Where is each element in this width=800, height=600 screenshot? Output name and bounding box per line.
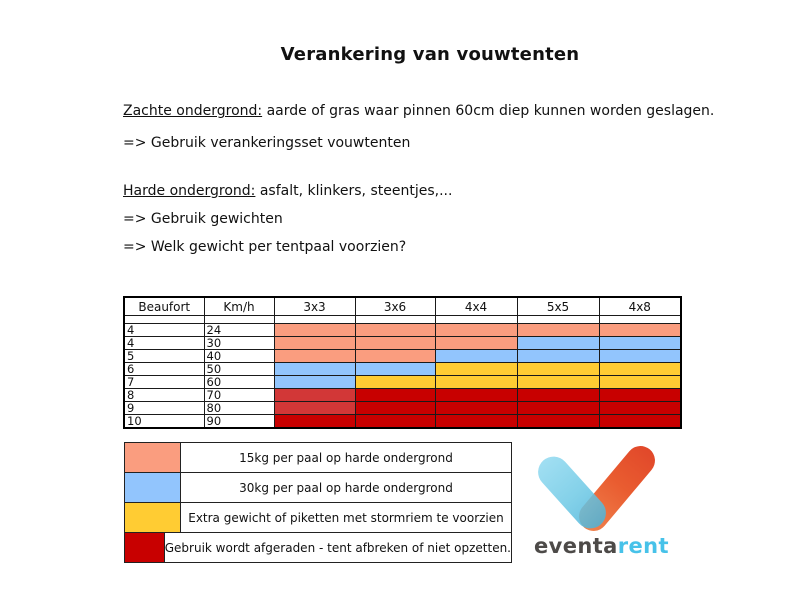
- spacer-cell: [517, 316, 599, 324]
- spacer-cell: [124, 316, 204, 324]
- spacer-row: [124, 316, 681, 324]
- risk-cell-yellow: [517, 376, 599, 389]
- kmh-value: 90: [204, 415, 274, 429]
- risk-cell-salmon: [274, 337, 355, 350]
- eventarent-logo: [530, 430, 710, 575]
- beaufort-value: 5: [124, 350, 204, 363]
- logo-wordmark: [534, 534, 669, 558]
- risk-cell-salmon: [599, 324, 681, 337]
- legend-row: [125, 473, 511, 503]
- column-header: 3x6: [355, 297, 435, 316]
- spacer-cell: [355, 316, 435, 324]
- risk-cell-salmon: [274, 324, 355, 337]
- risk-cell-red_light: [274, 389, 355, 402]
- legend-row: [125, 533, 511, 562]
- wind-table-row: [124, 415, 681, 429]
- risk-cell-red: [517, 415, 599, 429]
- risk-cell-salmon: [355, 337, 435, 350]
- column-header: 3x3: [274, 297, 355, 316]
- risk-cell-yellow: [355, 376, 435, 389]
- hard-ground-action-2: => Welk gewicht per tentpaal voorzien?: [123, 239, 407, 255]
- risk-cell-red: [599, 402, 681, 415]
- spacer-cell: [599, 316, 681, 324]
- wind-force-table: [123, 296, 682, 429]
- wind-table-row: [124, 376, 681, 389]
- risk-cell-salmon: [435, 324, 517, 337]
- legend-swatch-blue: [125, 473, 181, 502]
- kmh-value: 30: [204, 337, 274, 350]
- risk-cell-salmon: [274, 350, 355, 363]
- legend-swatch-red: [125, 533, 165, 562]
- soft-ground-text: aarde of gras waar pinnen 60cm diep kunnen worden geslagen.: [262, 103, 715, 119]
- legend-swatch-yellow: [125, 503, 181, 532]
- risk-cell-yellow: [517, 363, 599, 376]
- risk-cell-red: [599, 389, 681, 402]
- risk-cell-red: [517, 389, 599, 402]
- risk-cell-red: [435, 402, 517, 415]
- beaufort-value: 7: [124, 376, 204, 389]
- wind-table-row: [124, 350, 681, 363]
- kmh-value: 24: [204, 324, 274, 337]
- beaufort-value: 6: [124, 363, 204, 376]
- wind-table-row: [124, 324, 681, 337]
- risk-cell-blue: [274, 376, 355, 389]
- risk-cell-salmon: [435, 337, 517, 350]
- column-header: Beaufort: [124, 297, 204, 316]
- kmh-value: 80: [204, 402, 274, 415]
- legend-label: Extra gewicht of piketten met stormriem te voorzien: [188, 510, 504, 525]
- logo-text-eventa: eventa: [534, 534, 618, 558]
- soft-ground-action: => Gebruik verankeringsset vouwtenten: [123, 135, 411, 151]
- column-header: 4x8: [599, 297, 681, 316]
- spacer-cell: [435, 316, 517, 324]
- risk-cell-red: [435, 389, 517, 402]
- risk-cell-yellow: [435, 363, 517, 376]
- beaufort-value: 10: [124, 415, 204, 429]
- risk-cell-red_light: [274, 402, 355, 415]
- risk-cell-blue: [517, 350, 599, 363]
- kmh-value: 40: [204, 350, 274, 363]
- risk-cell-salmon: [517, 324, 599, 337]
- legend-table: [124, 442, 512, 563]
- legend-label: 15kg per paal op harde ondergrond: [239, 450, 453, 465]
- column-header: 5x5: [517, 297, 599, 316]
- legend-swatch-salmon: [125, 443, 181, 472]
- risk-cell-blue: [517, 337, 599, 350]
- page-title: Verankering van vouwtenten: [280, 44, 580, 65]
- risk-cell-blue: [355, 363, 435, 376]
- risk-cell-red: [435, 415, 517, 429]
- risk-cell-yellow: [599, 363, 681, 376]
- legend-row: [125, 443, 511, 473]
- legend-label: Gebruik wordt afgeraden - tent afbreken of niet opzetten.: [164, 540, 511, 555]
- soft-ground-label: Zachte ondergrond:: [123, 103, 263, 119]
- risk-cell-red: [274, 415, 355, 429]
- risk-cell-red: [355, 415, 435, 429]
- column-header: 4x4: [435, 297, 517, 316]
- hard-ground-line: [123, 183, 452, 199]
- risk-cell-blue: [435, 350, 517, 363]
- risk-cell-salmon: [355, 350, 435, 363]
- risk-cell-blue: [599, 337, 681, 350]
- legend-row: [125, 503, 511, 533]
- risk-cell-blue: [274, 363, 355, 376]
- hard-ground-label: Harde ondergrond:: [123, 183, 256, 199]
- kmh-value: 50: [204, 363, 274, 376]
- risk-cell-red: [355, 389, 435, 402]
- spacer-cell: [204, 316, 274, 324]
- hard-ground-text: asfalt, klinkers, steentjes,...: [255, 183, 453, 199]
- risk-cell-red: [599, 415, 681, 429]
- risk-cell-blue: [599, 350, 681, 363]
- kmh-value: 60: [204, 376, 274, 389]
- legend-label: 30kg per paal op harde ondergrond: [239, 480, 453, 495]
- risk-cell-salmon: [355, 324, 435, 337]
- spacer-cell: [274, 316, 355, 324]
- risk-cell-red: [355, 402, 435, 415]
- hard-ground-action-1: => Gebruik gewichten: [123, 211, 283, 227]
- wind-table-row: [124, 337, 681, 350]
- wind-table-row: [124, 402, 681, 415]
- wind-table-row: [124, 389, 681, 402]
- wind-table-header-row: [124, 297, 681, 316]
- risk-cell-yellow: [435, 376, 517, 389]
- wind-table-row: [124, 363, 681, 376]
- risk-cell-red: [517, 402, 599, 415]
- logo-text-rent: rent: [617, 534, 669, 558]
- risk-cell-yellow: [599, 376, 681, 389]
- beaufort-value: 4: [124, 324, 204, 337]
- beaufort-value: 4: [124, 337, 204, 350]
- soft-ground-line: [123, 103, 714, 119]
- beaufort-value: 8: [124, 389, 204, 402]
- kmh-value: 70: [204, 389, 274, 402]
- beaufort-value: 9: [124, 402, 204, 415]
- column-header: Km/h: [204, 297, 274, 316]
